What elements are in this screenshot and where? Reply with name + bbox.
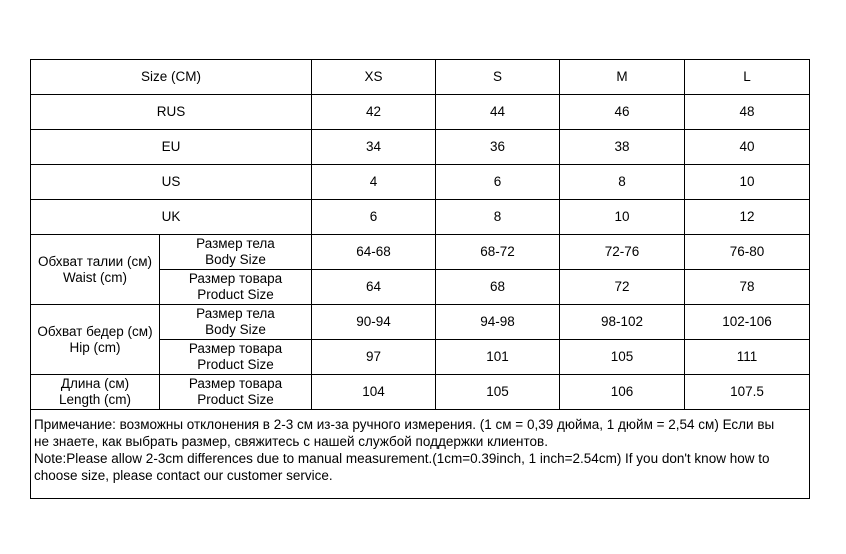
- table-cell: 106: [560, 375, 685, 410]
- note-line-en-2: choose size, please contact our customer service.: [34, 468, 333, 483]
- length-label-en: Length (cm): [58, 392, 132, 407]
- sublabel-ru: Размер товара: [188, 271, 283, 286]
- row-label-length: [31, 375, 160, 410]
- table-cell: 36: [436, 130, 560, 165]
- sublabel-en: Product Size: [197, 392, 274, 407]
- table-cell: 104: [312, 375, 436, 410]
- note-line-ru-1: Примечание: возможны отклонения в 2-3 см из-за ручного измерения. (1 см = 0,39 дюйма, 1 дюйм = 2,54 см) Если вы: [34, 417, 775, 432]
- table-cell: 68-72: [436, 235, 560, 270]
- table-row-uk: [31, 200, 810, 235]
- sublabel-ru: Размер товара: [188, 376, 283, 391]
- size-chart-table: [30, 59, 810, 499]
- table-cell: 12: [685, 200, 810, 235]
- table-cell: 98-102: [560, 305, 685, 340]
- waist-label-ru: Обхват талии (см): [38, 253, 152, 269]
- table-cell: 94-98: [436, 305, 560, 340]
- hip-label-en: Hip (cm): [69, 339, 121, 355]
- row-label-waist: [31, 235, 160, 305]
- table-cell: 105: [560, 340, 685, 375]
- table-cell: 46: [560, 95, 685, 130]
- table-cell: 42: [312, 95, 436, 130]
- table-cell: 40: [685, 130, 810, 165]
- size-header-l: L: [685, 60, 810, 95]
- header-row: [31, 60, 810, 95]
- sublabel-en: Product Size: [197, 287, 274, 302]
- table-cell: 105: [436, 375, 560, 410]
- table-cell: 68: [436, 270, 560, 305]
- note-line-ru-2: не знаете, как выбрать размер, свяжитесь с нашей службой поддержки клиентов.: [34, 434, 548, 449]
- size-header-s: S: [436, 60, 560, 95]
- table-cell: 48: [685, 95, 810, 130]
- table-row-eu: [31, 130, 810, 165]
- length-label-ru: Длина (см): [60, 376, 130, 391]
- table-row-length-product: [31, 375, 810, 410]
- row-label-rus: RUS: [31, 95, 312, 130]
- table-cell: 64: [312, 270, 436, 305]
- table-cell: 72: [560, 270, 685, 305]
- sublabel-body-size: [160, 235, 312, 270]
- table-row-waist-body: [31, 235, 810, 270]
- table-cell: 72-76: [560, 235, 685, 270]
- table-row-hip-body: [31, 305, 810, 340]
- sublabel-ru: Размер товара: [188, 341, 283, 356]
- sublabel-product-size: [160, 375, 312, 410]
- sublabel-en: Body Size: [205, 322, 266, 337]
- table-cell: 90-94: [312, 305, 436, 340]
- table-cell: 8: [560, 165, 685, 200]
- table-cell: 6: [436, 165, 560, 200]
- table-cell: 6: [312, 200, 436, 235]
- table-cell: 111: [685, 340, 810, 375]
- sublabel-en: Body Size: [205, 252, 266, 267]
- sublabel-en: Product Size: [197, 357, 274, 372]
- table-cell: 34: [312, 130, 436, 165]
- table-row-us: [31, 165, 810, 200]
- table-cell: 8: [436, 200, 560, 235]
- size-header-label: Size (CM): [31, 60, 312, 95]
- table-cell: 10: [685, 165, 810, 200]
- sublabel-product-size: [160, 340, 312, 375]
- table-cell: 101: [436, 340, 560, 375]
- sublabel-ru: Размер тела: [196, 306, 275, 321]
- table-row-rus: [31, 95, 810, 130]
- table-cell: 4: [312, 165, 436, 200]
- sublabel-ru: Размер тела: [196, 236, 275, 251]
- table-cell: 76-80: [685, 235, 810, 270]
- size-header-xs: XS: [312, 60, 436, 95]
- table-cell: 10: [560, 200, 685, 235]
- row-label-uk: UK: [31, 200, 312, 235]
- hip-label-ru: Обхват бедер (см): [37, 323, 153, 339]
- table-cell: 102-106: [685, 305, 810, 340]
- note-line-en-1: Note:Please allow 2-3cm differences due to manual measurement.(1cm=0.39inch, 1 inch=2.54cm) If you don't know how to: [34, 451, 770, 466]
- table-row-note: [31, 410, 810, 499]
- sublabel-product-size: [160, 270, 312, 305]
- table-cell: 97: [312, 340, 436, 375]
- row-label-hip: [31, 305, 160, 375]
- row-label-us: US: [31, 165, 312, 200]
- row-label-eu: EU: [31, 130, 312, 165]
- waist-label-en: Waist (cm): [63, 269, 127, 285]
- note-cell: [31, 410, 810, 499]
- sublabel-body-size: [160, 305, 312, 340]
- table-cell: 64-68: [312, 235, 436, 270]
- table-cell: 38: [560, 130, 685, 165]
- table-cell: 78: [685, 270, 810, 305]
- table-cell: 107.5: [685, 375, 810, 410]
- size-header-m: M: [560, 60, 685, 95]
- table-cell: 44: [436, 95, 560, 130]
